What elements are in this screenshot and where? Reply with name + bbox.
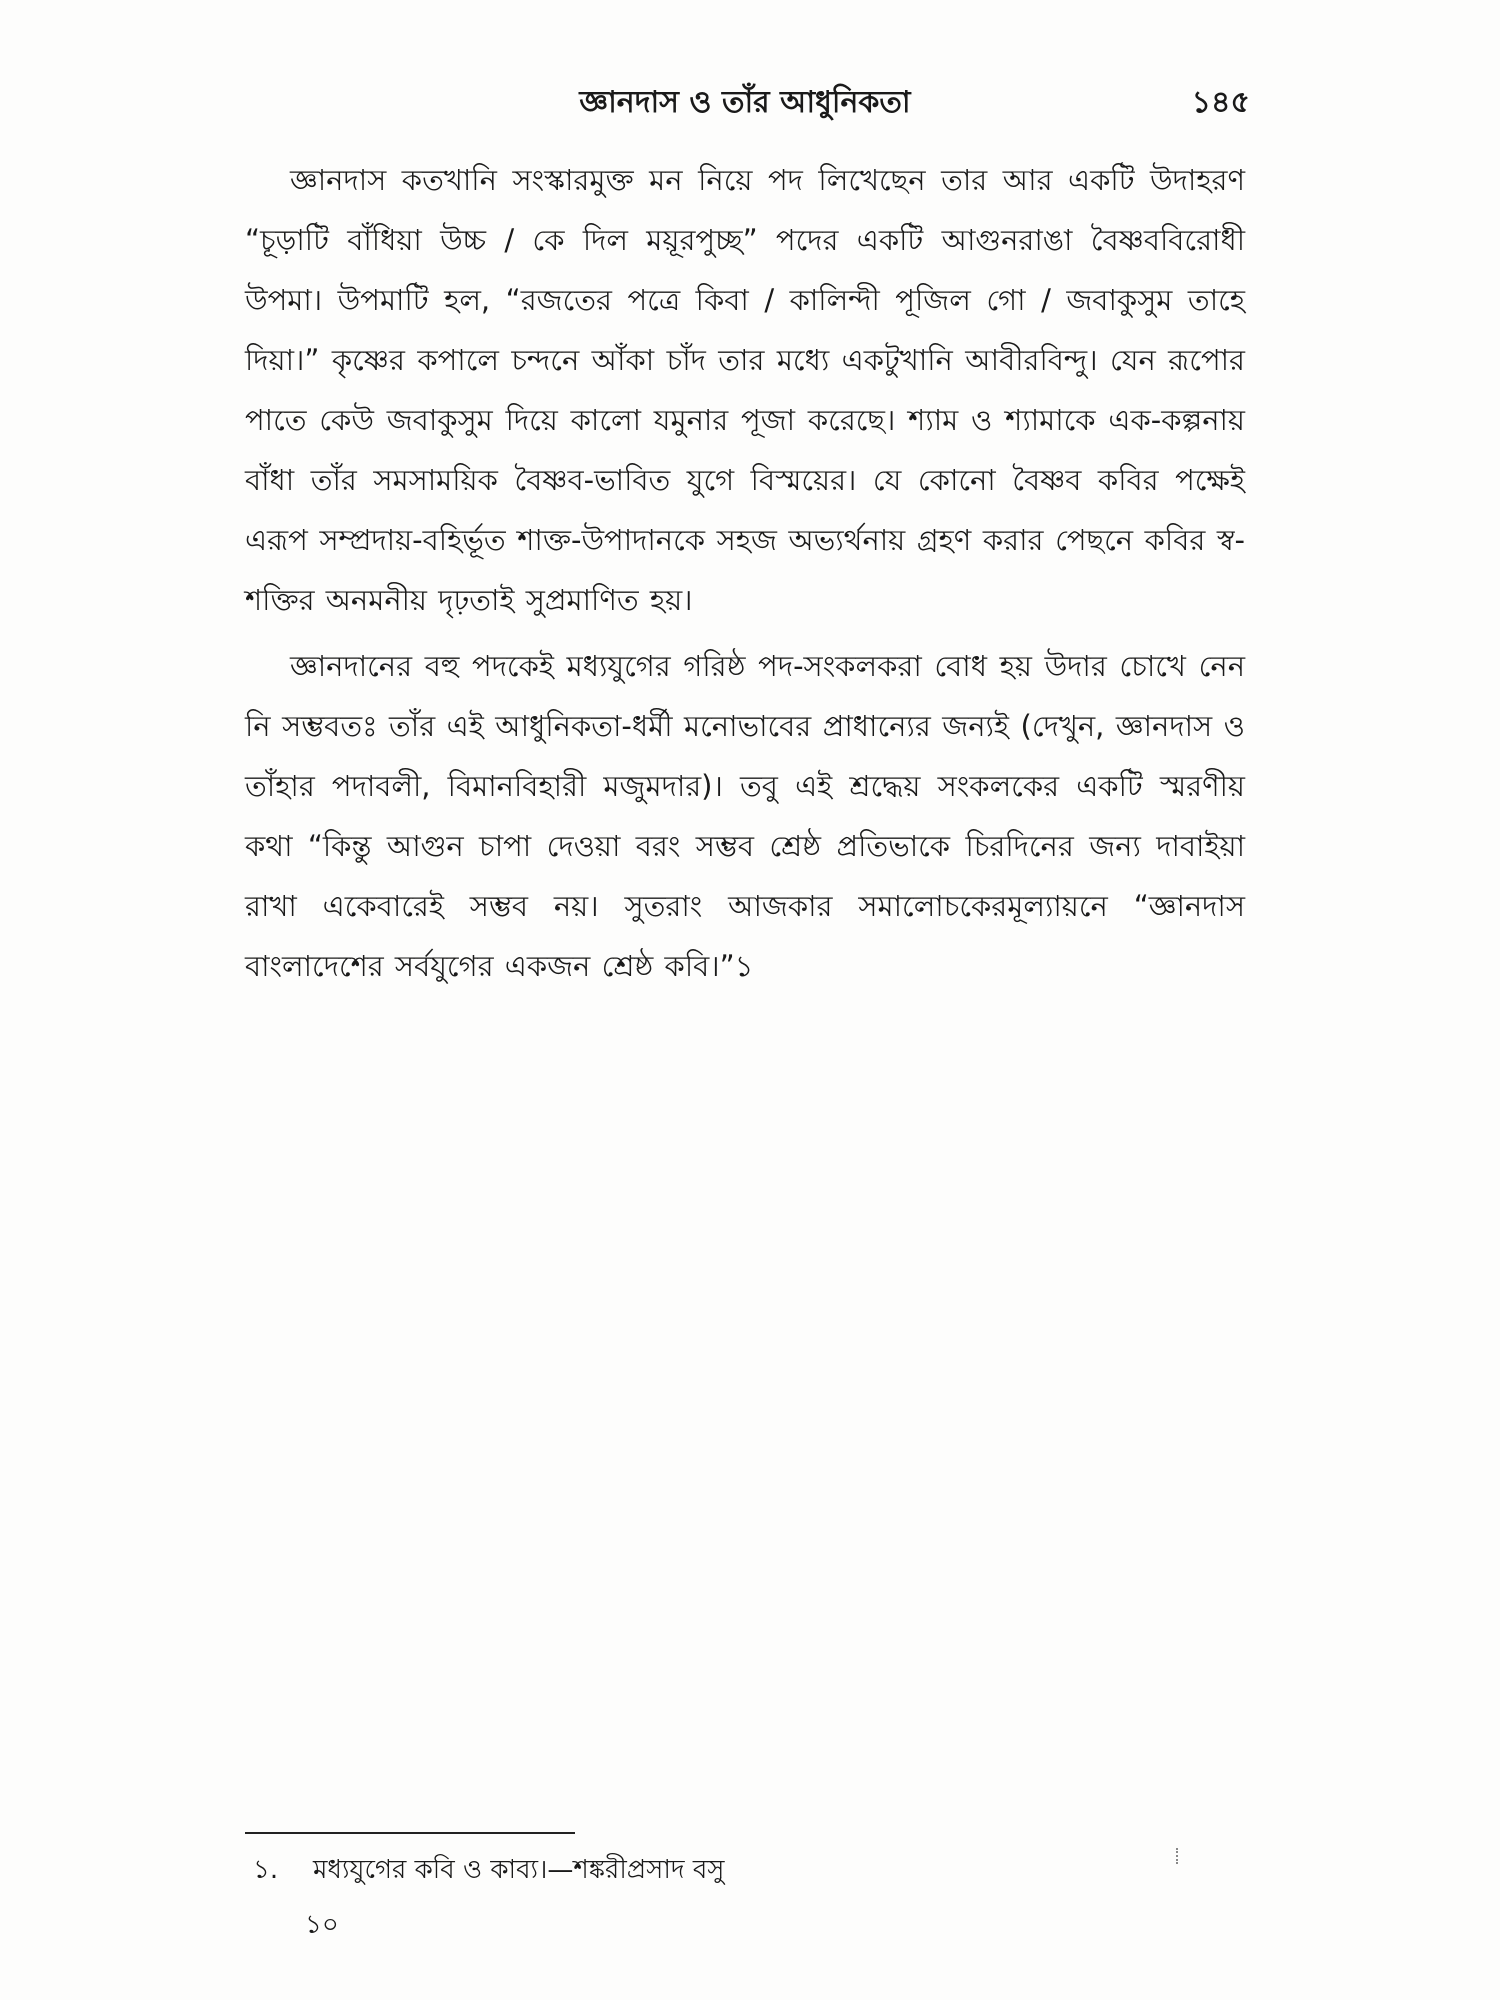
page-number: ১৪৫ [1191,85,1250,120]
footnote [253,1848,1153,1892]
paragraph-1: জ্ঞানদাস কতখানি সংস্কারমুক্ত মন নিয়ে পদ লিখেছেন তার আর একটি উদাহরণ “চূড়াটি বাঁধিয়া উচ্চ / কে দিল ময়ূরপুচ্ছ” পদের একটি আগুনরাঙা বৈষ্ণববিরোধী উপমা। উপমাটি হল, “রজতের পত্রে কিবা / কালিন্দী পূজিল গো / জবাকুসুম তাহে দিয়া।” কৃষ্ণের কপালে চন্দনে আঁকা চাঁদ তার মধ্যে একটুখানি আবীরবিন্দু। যেন রূপোর পাতে কেউ জবাকুসুম দিয়ে কালো যমুনার পূজা করেছে। শ্যাম ও শ্যামাকে এক-কল্পনায় বাঁধা তাঁর সমসাময়িক বৈষ্ণব-ভাবিত যুগে বিস্ময়ের। যে কোনো বৈষ্ণব কবির পক্ষেই এরূপ সম্প্রদায়-বহির্ভূত শাক্ত-উপাদানকে সহজ অভ্যর্থনায় গ্রহণ করার পেছনে কবির স্ব-শক্তির অনমনীয় দৃঢ়তাই সুপ্রমাণিত হয়। [245,163,1245,617]
footnote-number: ১. [253,1855,279,1885]
printer-signature-mark: ১০ [305,1910,339,1940]
margin-mark [1176,1848,1180,1864]
footnote-rule [245,1832,575,1834]
footnote-text: মধ্যযুগের কবি ও কাব্য।—শঙ্করীপ্রসাদ বসু [313,1855,725,1885]
running-title: জ্ঞানদাস ও তাঁর আধুনিকতা [579,85,911,120]
paragraph-2: জ্ঞানদানের বহু পদকেই মধ্যযুগের গরিষ্ঠ পদ-সংকলকরা বোধ হয় উদার চোখে নেন নি সম্ভবতঃ তাঁর এই আধুনিকতা-ধর্মী মনোভাবের প্রাধান্যের জন্যই (দেখুন, জ্ঞানদাস ও তাঁহার পদাবলী, বিমানবিহারী মজুমদার)। তবু এই শ্রদ্ধেয় সংকলকের একটি স্মরণীয় কথা “কিন্তু আগুন চাপা দেওয়া বরং সম্ভব শ্রেষ্ঠ প্রতিভাকে চিরদিনের জন্য দাবাইয়া রাখা একেবারেই সম্ভব নয়। সুতরাং আজকার সমালোচকেরমূল্যায়নে “জ্ঞানদাস বাংলাদেশের সর্বযুগের একজন শ্রেষ্ঠ কবি।”১ [245,649,1245,983]
running-header [240,78,1250,128]
body-text [245,150,1245,1002]
